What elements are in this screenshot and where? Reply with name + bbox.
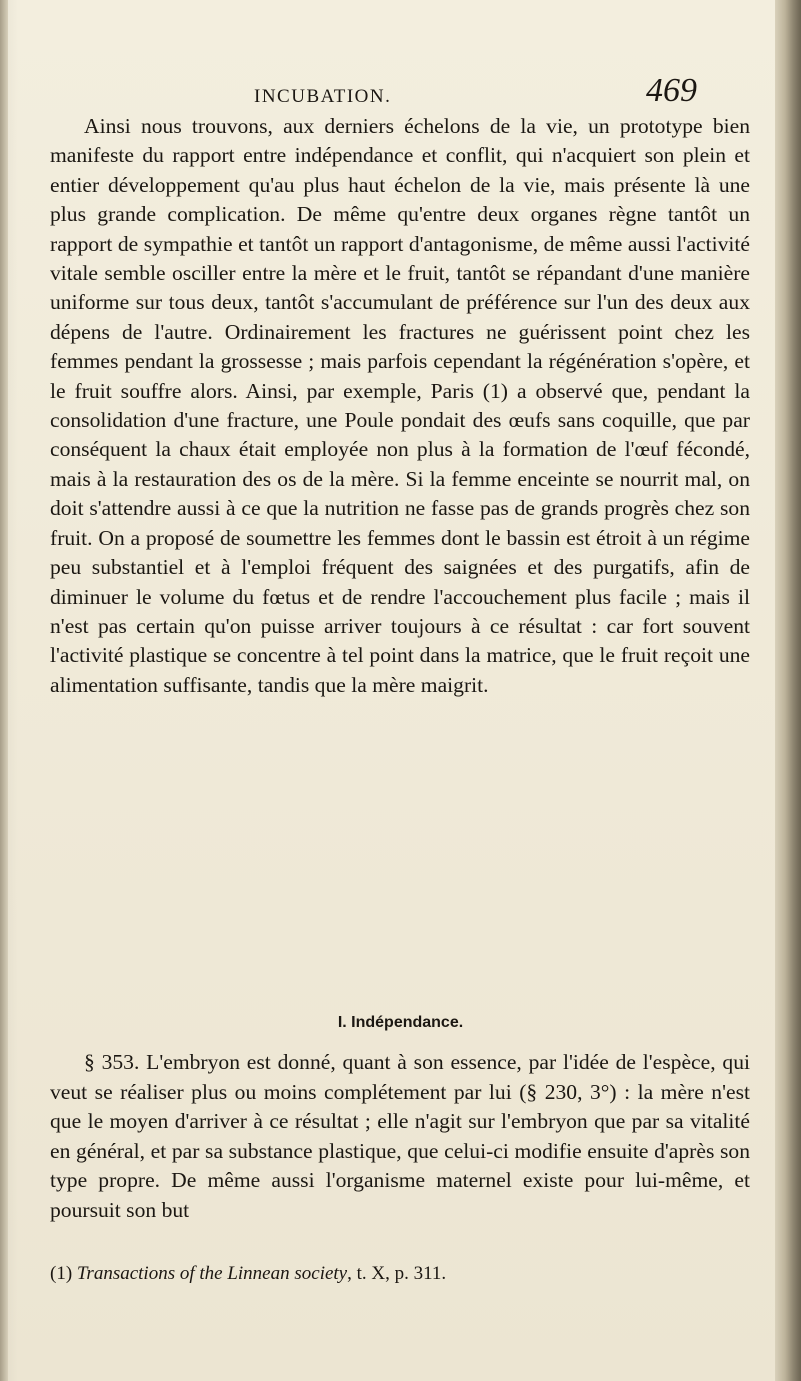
section-heading: I. Indépendance. [337,1014,464,1031]
running-title: INCUBATION. [254,86,392,107]
body-text-2 [50,1048,750,1226]
footnote-title: Transactions of the Linnean society [76,1263,348,1284]
body-text [50,112,750,700]
page-left-edge [0,0,8,1381]
paragraph-1: Ainsi nous trouvons, aux derniers échelons de la vie, un prototype bien manifeste du rapport entre indépendance et conflit, qui n'acquiert son plein et entier développement qu'au plus haut échelon de la vie, mais présente là une plus grande complication. De même qu'entre deux organes règne tantôt un rapport de sympathie et tantôt un rapport d'antagonisme, de même aussi l'activité vitale semble osciller entre la mère et le fruit, tantôt se répandant d'une manière uniforme sur tous deux, tantôt s'accumulant de préférence sur l'un des deux aux dépens de l'autre. Ordinairement les fractures ne guérissent point chez les femmes pendant la grossesse ; mais parfois cependant la régénération s'opère, et le fruit souffre alors. Ainsi, par exemple, Paris (1) a observé que, pendant la consolidation d'une fracture, une Poule pondait des œufs sans coquille, que par conséquent la chaux était employée non plus à la formation de l'œuf fécondé, mais à la restauration des os de la mère. Si la femme enceinte se nourrit mal, on doit s'attendre aussi à ce que la nutrition ne fasse pas de grands progrès chez son fruit. On a proposé de soumettre les femmes dont le bassin est étroit à un régime peu substantiel et à l'emploi fréquent des saignées et des purgatifs, afin de diminuer le volume du fœtus et de rendre l'accouchement plus facile ; mais il n'est pas certain qu'on puisse arriver toujours à ce résultat : car fort souvent l'activité plastique se concentre à tel point dans la matrice, que le fruit reçoit une alimentation suffisante, tandis que la mère maigrit. [50,114,750,697]
footnote-reference: , t. X, p. 311. [347,1263,447,1284]
footnote [50,1262,750,1286]
footnote-marker: (1) [50,1263,73,1284]
page-number: 469 [646,72,697,109]
book-binding-edge [775,0,801,1381]
paragraph-2: § 353. L'embryon est donné, quant à son essence, par l'idée de l'espèce, qui veut se réaliser plus ou moins complétement par lui (§ 230, 3°) : la mère n'est que le moyen d'arriver à ce résultat ; elle n'agit sur l'embryon que par sa vitalité en général, et par sa substance plastique, que celui-ci modifie ensuite d'après son type propre. De même aussi l'organisme maternel existe pour lui-même, et poursuit son but [50,1050,750,1222]
